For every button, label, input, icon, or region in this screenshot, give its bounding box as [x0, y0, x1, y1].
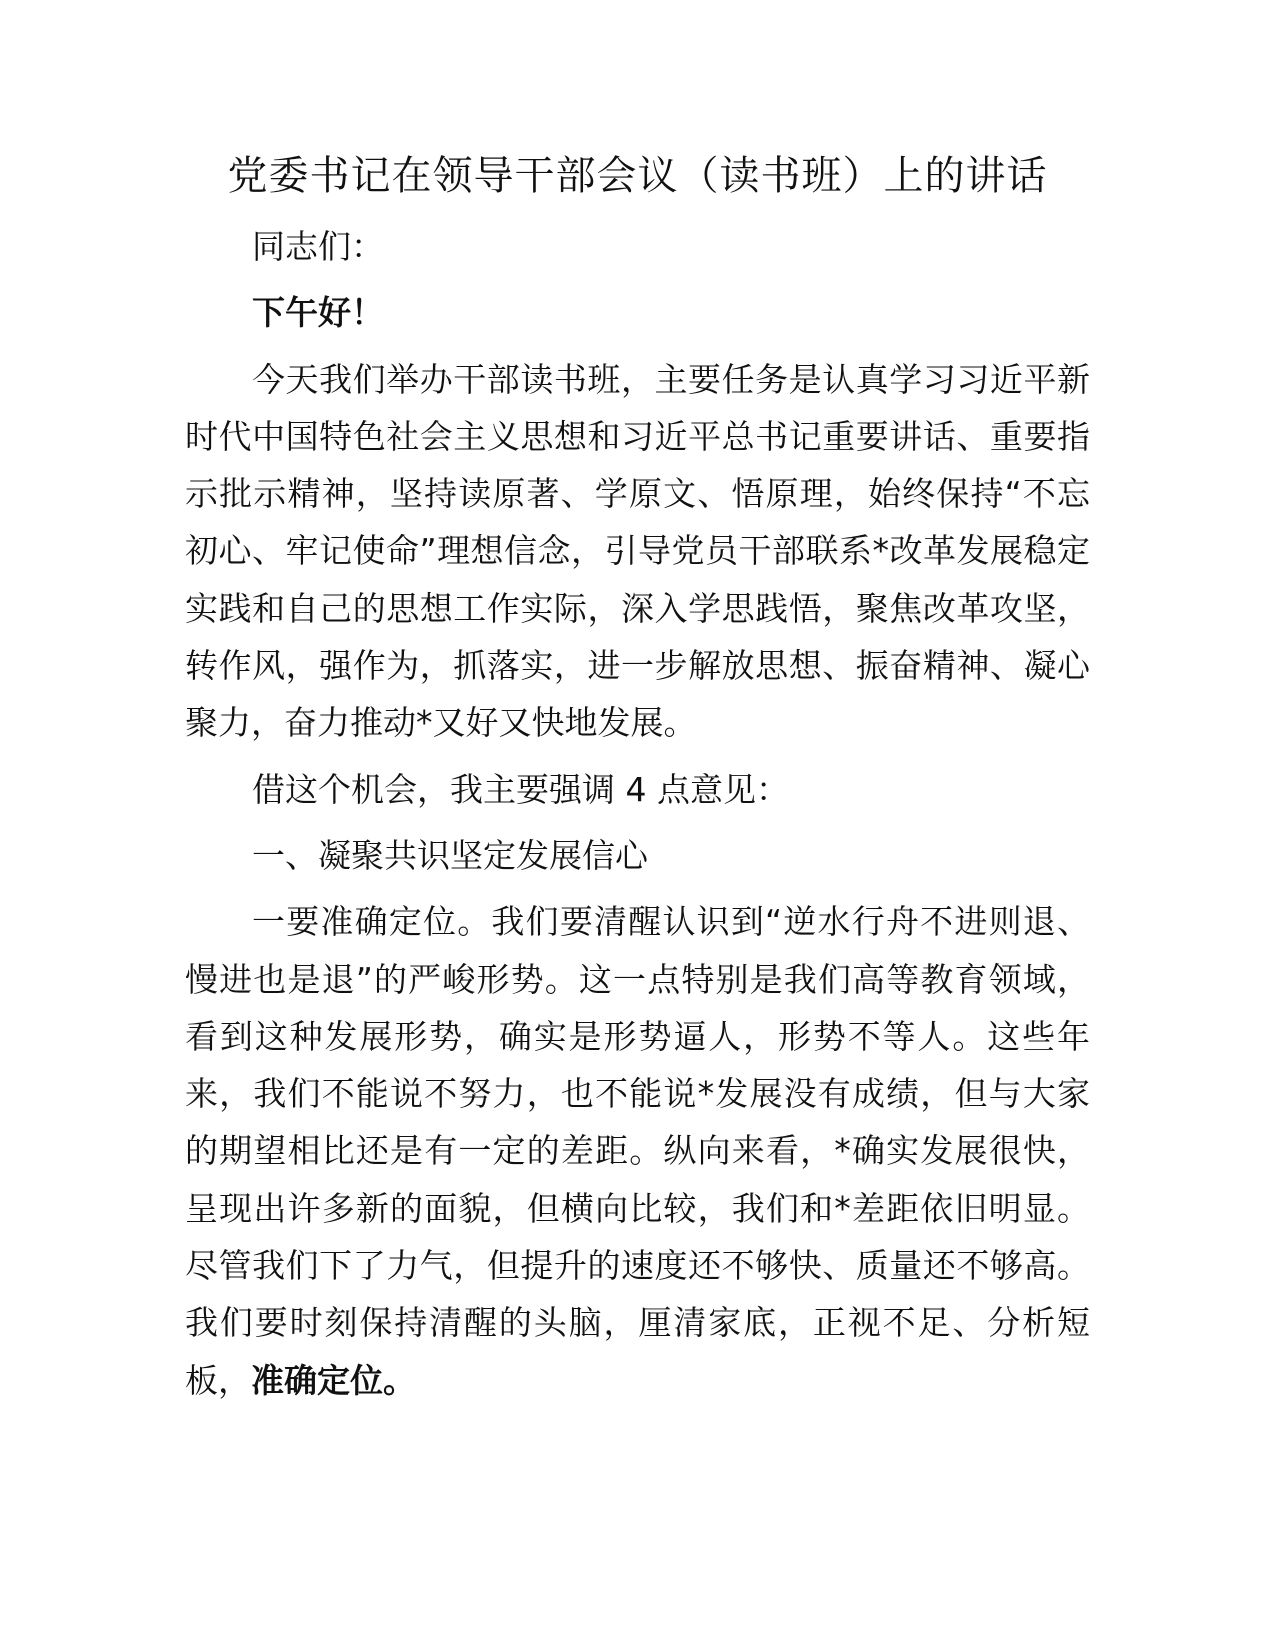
section1-emphasis-text: 准确定位。	[251, 1360, 416, 1400]
section1-main-text: 一要准确定位。我们要清醒认识到“逆水行舟不进则退、慢进也是退”的严峻形势。这一点特别是我们高等教育领域，看到这种发展形势，确实是形势逼人，形势不等人。这些年来，我们不能说不努力，也不能说*发展没有成绩，但与大家的期望相比还是有一定的差距。纵向来看，*确实发展很快，呈现出许多新的面貌，但横向比较，我们和*差距依旧明显。尽管我们下了力气，但提升的速度还不够快、质量还不够高。我们要时刻保持清醒的头脑，厘清家底，正视不足、分析短板，	[185, 902, 1090, 1400]
document-title: 党委书记在领导干部会议（读书班）上的讲话	[227, 153, 1048, 199]
section1-paragraph	[185, 893, 1090, 1409]
section-heading: 一、凝聚共识坚定发展信心	[252, 835, 648, 875]
intro-paragraph: 今天我们举办干部读书班，主要任务是认真学习习近平新时代中国特色社会主义思想和习近平总书记重要讲话、重要指示批示精神，坚持读原著、学原文、悟原理，始终保持“不忘初心、牢记使命”理想信念，引导党员干部联系*改革发展稳定实践和自己的思想工作实际，深入学思践悟，聚焦改革攻坚，转作风，强作为，抓落实，进一步解放思想、振奋精神、凝心聚力，奋力推动*又好又快地发展。	[185, 359, 1090, 743]
points-paragraph: 借这个机会，我主要强调 4 点意见：	[252, 769, 789, 809]
document-body	[185, 218, 1090, 1409]
salutation: 同志们：	[252, 227, 384, 266]
greeting: 下午好！	[252, 293, 384, 333]
